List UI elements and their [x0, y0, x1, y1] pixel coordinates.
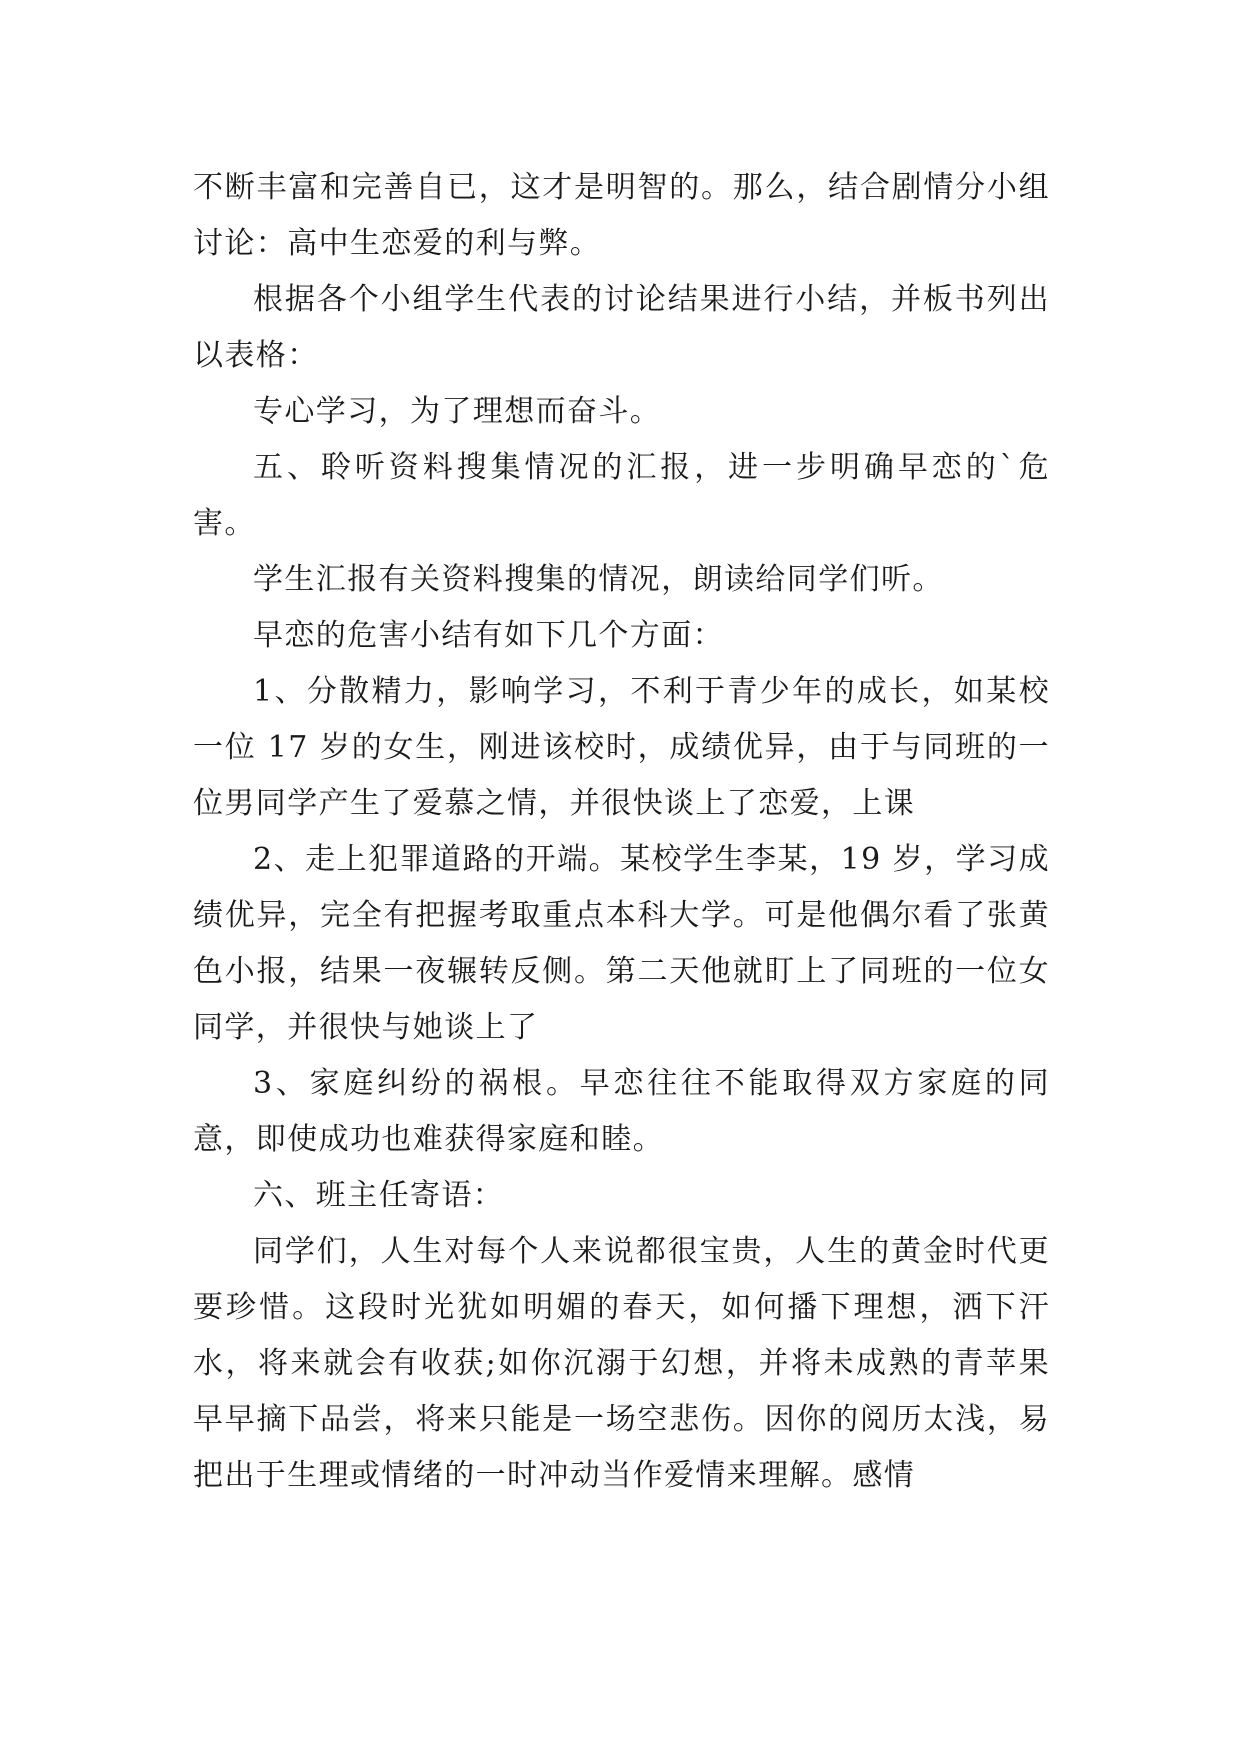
paragraph-6: 早恋的危害小结有如下几个方面： — [253, 618, 724, 653]
paragraph-9: 3、家庭纠纷的祸根。早恋往往不能取得双方家庭的同意，即使成功也难获得家庭和睦。 — [193, 1066, 1050, 1157]
paragraph-1: 不断丰富和完善自已，这才是明智的。那么，结合剧情分小组讨论：高中生恋爱的利与弊。 — [193, 170, 1050, 261]
paragraph-5: 学生汇报有关资料搜集的情况，朗读给同学们听。 — [253, 562, 944, 597]
paragraph-3: 专心学习，为了理想而奋斗。 — [253, 394, 662, 429]
paragraph-11: 同学们，人生对每个人来说都很宝贵，人生的黄金时代更要珍惜。这段时光犹如明媚的春天，如何播下理想，洒下汗水，将来就会有收获;如你沉溺于幻想，并将未成熟的青苹果早早摘下品尝，将来只能是一场空悲伤。因你的阅历太浅，易把出于生理或情绪的一时冲动当作爱情来理解。感情 — [193, 1234, 1050, 1493]
paragraph-8: 2、走上犯罪道路的开端。某校学生李某，19 岁，学习成绩优异，完全有把握考取重点本科大学。可是他偶尔看了张黄色小报，结果一夜辗转反侧。第二天他就盯上了同班的一位女同学，并很快与她谈上了 — [193, 842, 1050, 1045]
document-body — [193, 160, 1050, 1504]
paragraph-4: 五、聆听资料搜集情况的汇报，进一步明确早恋的`危害。 — [193, 450, 1050, 541]
paragraph-2: 根据各个小组学生代表的讨论结果进行小结，并板书列出以表格： — [193, 282, 1050, 373]
paragraph-10: 六、班主任寄语： — [253, 1178, 505, 1213]
paragraph-7: 1、分散精力，影响学习，不利于青少年的成长，如某校一位 17 岁的女生，刚进该校时，成绩优异，由于与同班的一位男同学产生了爱慕之情，并很快谈上了恋爱，上课 — [193, 674, 1050, 821]
